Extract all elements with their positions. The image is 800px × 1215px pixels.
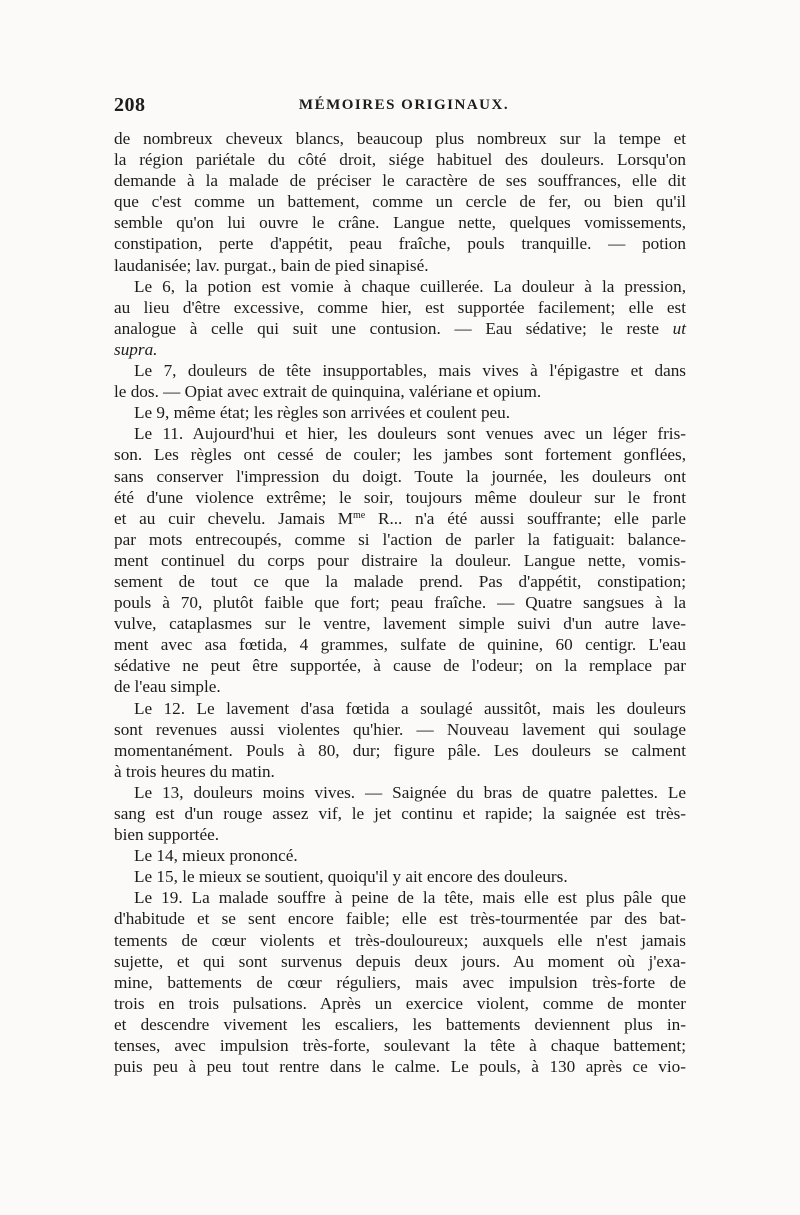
text-line: demande à la malade de préciser le caractère de ses souffrances, elle dit [114,171,686,191]
text-line: Le 15, le mieux se soutient, quoiqu'il y ait encore des douleurs. [134,867,568,887]
text-line: Le 19. La malade souffre à peine de la tête, mais elle est plus pâle que [134,888,686,908]
italic-text: ut [672,318,686,338]
text-line: sang est d'un rouge assez vif, le jet continu et rapide; la saignée est très- [114,804,686,823]
text-line: mine, battements de cœur réguliers, mais avec impulsion très-forte de [114,972,686,992]
paragraph [114,698,686,782]
paragraph [114,423,686,697]
paragraph [114,360,686,402]
text-fragment: R... n'a été aussi souffrante; elle parle [365,508,686,528]
paragraph [114,782,686,845]
paragraph [114,128,686,276]
text-line: au lieu d'être excessive, comme hier, est supportée facilement; elle est [114,297,686,317]
text-line: de nombreux cheveux blancs, beaucoup plus nombreux sur la tempe et [114,129,686,148]
text-line: ment continuel du corps pour distraire la douleur. Langue nette, vomis- [114,550,686,570]
text-line: Le 6, la potion est vomie à chaque cuillerée. La douleur à la pression, [134,276,686,296]
text-line: semble qu'on lui ouvre le crâne. Langue nette, quelques vomissements, [114,213,686,233]
text-line: sement de tout ce que la malade prend. Pas d'appétit, constipation; [114,571,686,591]
paragraph [114,866,686,887]
text-fragment: analogue à celle qui suit une contusion. — Eau sédative; le reste [114,318,673,338]
text-line-mme [114,508,686,529]
paragraph [114,887,686,1077]
text-line: constipation, perte d'appétit, peau fraîche, pouls tranquille. — potion [114,234,686,254]
text-line-italic [114,339,686,360]
text-line: la région pariétale du côté droit, siége habituel des douleurs. Lorsqu'on [114,150,686,170]
text-line: Le 7, douleurs de tête insupportables, mais vives à l'épigastre et dans [134,361,686,381]
text-line: de l'eau simple. [114,677,221,697]
text-line: vulve, cataplasmes sur le ventre, lavement simple suivi d'un autre lave- [114,614,686,634]
running-head: MÉMOIRES ORIGINAUX. [298,97,510,113]
text-line: par mots entrecoupés, comme si l'action de parler la fatiguait: balance- [114,529,686,549]
text-line: momentanément. Pouls à 80, dur; figure pâle. Les douleurs se calment [114,740,686,760]
body-text [114,128,686,1077]
text-line: puis peu à peu tout rentre dans le calme. Le pouls, à 130 après ce vio- [114,1057,686,1077]
text-line: Le 11. Aujourd'hui et hier, les douleurs sont venues avec un léger fris- [134,424,686,444]
text-line: laudanisée; lav. purgat., bain de pied sinapisé. [114,255,429,275]
text-line: son. Les règles ont cessé de couler; les jambes sont fortement gonflées, [114,445,686,465]
text-line: sujette, et qui sont survenus depuis deux jours. Au moment où j'exa- [114,951,686,971]
text-line-with-italic [114,318,686,339]
text-line: sédative ne peut être supportée, à cause de l'odeur; on la remplace par [114,656,686,676]
text-line: d'habitude et se sent encore faible; elle est très-tourmentée par des bat- [114,909,686,929]
text-line: le dos. — Opiat avec extrait de quinquina, valériane et opium. [114,382,542,402]
text-line: Le 13, douleurs moins vives. — Saignée du bras de quatre palettes. Le [134,782,686,802]
page-number: 208 [114,94,146,116]
paragraph [114,845,686,866]
text-line: été d'une violence extrême; le soir, toujours même douleur sur le front [114,487,686,507]
text-line: sans conserver l'impression du doigt. Toute la journée, les douleurs ont [114,466,686,486]
superscript: me [353,509,366,521]
text-line: tenses, avec impulsion très-forte, soulevant la tête à chaque battement; [114,1036,686,1056]
italic-text: supra. [114,339,158,359]
text-line: à trois heures du matin. [114,761,275,781]
page-header [114,94,694,124]
text-line: tements de cœur violents et très-douloureux; auxquels elle n'est jamais [114,930,686,950]
text-line: que c'est comme un battement, comme un cercle de fer, ou bien qu'il [114,192,686,212]
text-line: et descendre vivement les escaliers, les battements deviennent plus in- [114,1014,686,1034]
text-line: Le 14, mieux prononcé. [134,846,298,866]
text-line: Le 9, même état; les règles son arrivées et coulent peu. [134,403,511,423]
text-line: pouls à 70, plutôt faible que fort; peau fraîche. — Quatre sangsues à la [114,593,686,613]
text-line: sont revenues aussi violentes qu'hier. — Nouveau lavement qui soulage [114,719,686,739]
text-line: trois en trois pulsations. Après un exercice violent, comme de monter [114,993,686,1013]
paragraph [114,402,686,423]
paragraph [114,276,686,360]
text-line: bien supportée. [114,825,220,845]
text-line: ment avec asa fœtida, 4 grammes, sulfate de quinine, 60 centigr. L'eau [114,635,686,655]
text-fragment: et au cuir chevelu. Jamais M [114,508,353,528]
text-line: Le 12. Le lavement d'asa fœtida a soulagé aussitôt, mais les douleurs [134,698,686,718]
